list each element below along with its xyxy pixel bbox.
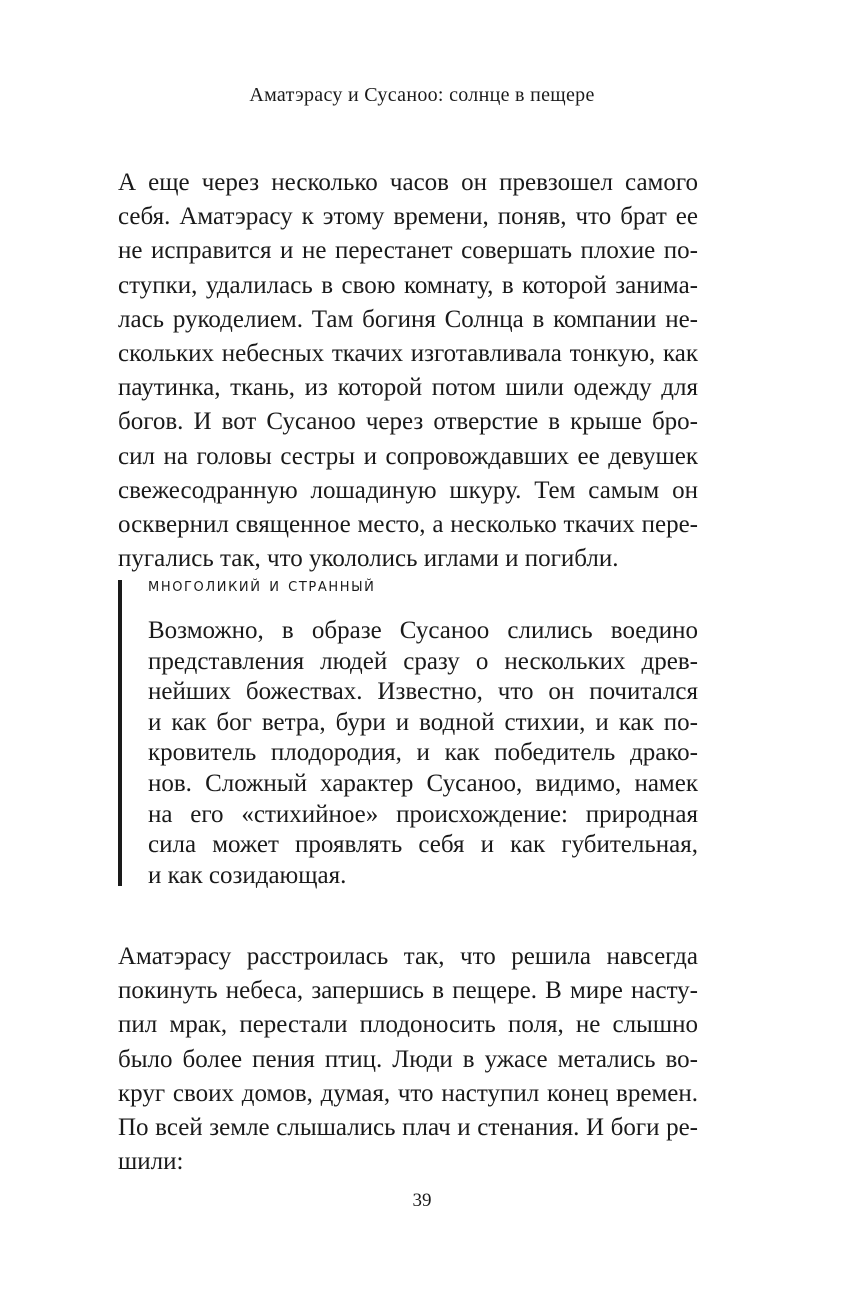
text-line: скольких небесных ткачих изготавливала тонкую, как [118,340,698,368]
text-line: шили: [118,1148,184,1176]
sidebar-line: кровитель плодородия, и как победитель драко- [148,739,698,767]
text-line: А еще через несколько часов он превзошел самого [118,169,698,196]
text-line: По всей земле слышались плач и стенания. И боги ре- [118,1114,698,1142]
paragraph-2 [118,940,698,1179]
text-line: покинуть небеса, запершись в пещере. В мире насту- [118,977,698,1005]
sidebar-line: представления людей сразу о нескольких древ- [148,647,698,675]
text-line: богов. И вот Сусаноо через отверстие в крыше бро- [118,408,698,436]
page-number: 39 [412,1190,432,1211]
sidebar-line: и как созидающая. [148,861,347,889]
sidebar-rule [118,580,122,886]
sidebar-line: Возможно, в образе Сусаноо слились воедино [148,617,698,644]
sidebar-note [118,574,698,889]
text-line: паутинка, ткань, из которой потом шили одежду для [118,374,698,402]
text-line: было более пения птиц. Люди в ужасе метались во- [118,1045,698,1073]
text-line: пил мрак, перестали плодоносить поля, не слышно [118,1011,698,1039]
text-line: лась рукоделием. Там богиня Солнца в компании не- [118,305,698,333]
text-line: Аматэрасу расстроилась так, что решила навсегда [118,943,698,970]
sidebar-line: нейших божествах. Известно, что он почитался [148,678,698,706]
text-line: ступки, удалилась в свою комнату, в которой занима- [118,271,698,299]
paragraph-1 [118,166,698,576]
text-line: сил на головы сестры и сопровождавших ее девушек [118,442,698,470]
sidebar-line: на его «стихийное» происхождение: природная [148,800,698,828]
sidebar-line: нов. Сложный характер Сусаноо, видимо, намек [148,769,698,797]
text-line: не исправится и не перестанет совершать плохие по- [118,237,698,265]
sidebar-line: сила может проявлять себя и как губительная, [148,831,698,859]
text-line: пугались так, что укололись иглами и погибли. [118,545,619,573]
sidebar-body [148,616,698,891]
sidebar-heading: многоликий и странный [148,574,376,596]
text-line: осквернил священное место, а несколько ткачих пере- [118,511,698,539]
text-line: круг своих домов, думая, что наступил конец времен. [118,1079,698,1107]
text-line: себя. Аматэрасу к этому времени, поняв, что брат ее [118,203,698,231]
sidebar-line: и как бог ветра, бури и водной стихии, и как по- [148,708,698,736]
text-line: свежесодранную лошадиную шкуру. Тем самым он [118,476,698,504]
running-head: Аматэрасу и Сусаноо: солнце в пещере [249,84,595,106]
